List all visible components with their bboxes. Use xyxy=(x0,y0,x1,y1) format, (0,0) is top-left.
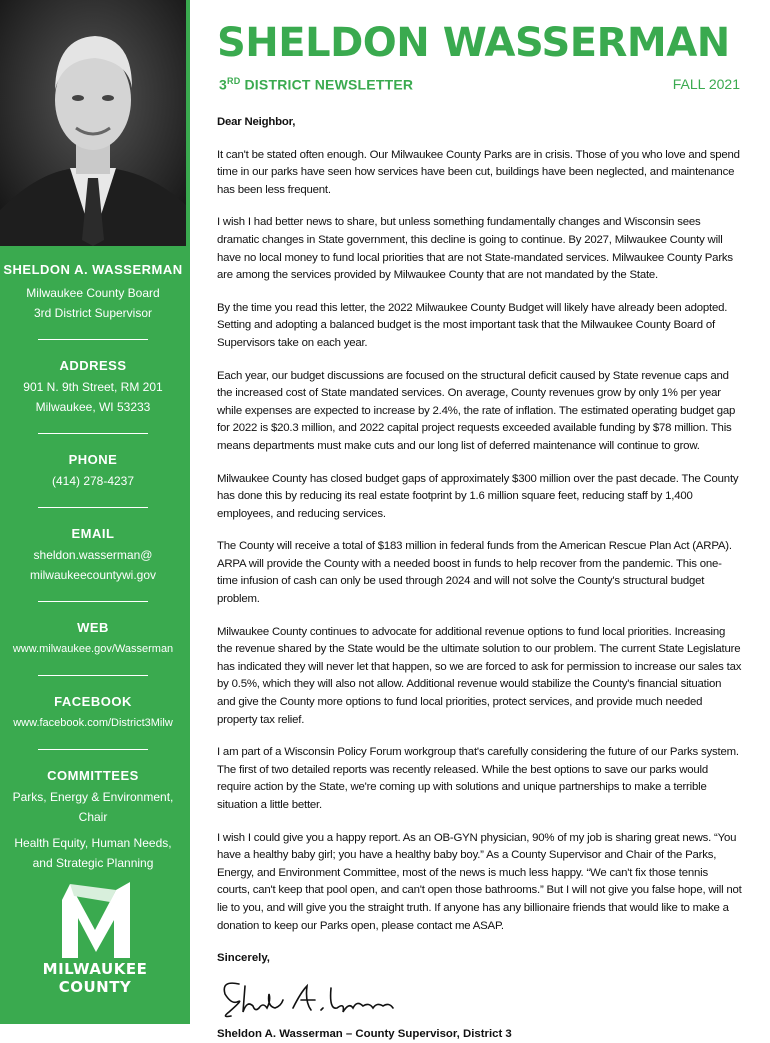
signatory-name: Sheldon A. Wasserman – County Supervisor, District 3 xyxy=(217,1027,512,1040)
logo-text-line1: MILWAUKEE xyxy=(42,960,148,978)
sidebar-contact-info xyxy=(0,262,186,873)
paragraph-9: I wish I could give you a happy report. As an OB-GYN physician, 90% of my job is sharing great news. “You have a healthy baby girl; you have a healthy baby boy.” As a County Supervisor and Chair of the Parks, Energy, and Environment Committee, most of the news is much less happy. “We can't fix those tennis courts, can't keep that pool open, and can't open those bathrooms.” But I will not give you false hope, will not lie to you, and will give you the straight truth. If anyone has any billionaire friends that would like to make a donation to keep our Parks open, please contact me ASAP. xyxy=(217,831,742,932)
paragraph-1: It can't be stated often enough. Our Milwaukee County Parks are in crisis. Those of you who love and spend time in our parks have seen how services have been cut, buildings have been neglected, and maintenance has been less frequent. xyxy=(217,148,740,196)
salutation: Dear Neighbor, xyxy=(217,116,296,128)
divider xyxy=(38,601,148,602)
phone-number[interactable]: (414) 278-4237 xyxy=(51,474,135,488)
address-line1: 901 N. 9th Street, RM 201 xyxy=(23,380,163,394)
district-number: 3 xyxy=(219,76,227,93)
district-suffix: RD xyxy=(227,76,241,86)
facebook-link[interactable]: www.facebook.com/District3Milw xyxy=(13,717,173,729)
paragraph-4: Each year, our budget discussions are focused on the structural deficit caused by State revenue caps and the increased cost of State mandated services. On average, County revenues grow by only 1% per year while expenses are expected to increase by 2.4%, the rate of inflation. The estimated operating budget gap for 2022 is $20.3 million, and 2022 capital project requests exceeded available funding by $78 million. This means departments must make cuts and our long list of deferred maintenance will continue to grow. xyxy=(217,369,736,452)
email-heading: EMAIL xyxy=(71,526,115,541)
milwaukee-county-logo xyxy=(20,880,170,1000)
paragraph-3: By the time you read this letter, the 2022 Milwaukee County Budget will likely have already been adopted. Setting and adopting a balanced budget is the most important task that the Milwaukee County Board of Supervisors take on each year. xyxy=(217,301,728,349)
phone-heading: PHONE xyxy=(68,452,118,467)
committee1-line1: Parks, Energy & Environment, xyxy=(12,790,174,804)
logo-text-line2: COUNTY xyxy=(58,978,132,996)
paragraph-2: I wish I had better news to share, but unless something fundamentally changes and Wisconsin sees dramatic changes in State government, this decline is going to continue. By 2027, Milwaukee County will have no local money to fund local priorities that are not State-mandated services. Milwaukee County Parks are among the services provided by Milwaukee County that are not mandated by the State. xyxy=(217,216,733,282)
paragraph-8: I am part of a Wisconsin Policy Forum workgroup that's carefully considering the future of our Parks system. The first of two detailed reports was recently released. While the best options to save our parks would require action by the State, we're coming up with solutions and unique partnerships to make a terrible situation a little better. xyxy=(217,746,739,811)
web-link[interactable]: www.milwaukee.gov/Wasserman xyxy=(12,643,174,655)
address-line2: Milwaukee, WI 53233 xyxy=(35,400,151,414)
paragraph-5: Milwaukee County has closed budget gaps of approximately $300 million over the past decade. The County has done this by reducing its real estate footprint by 1.6 million square feet, reducing staff by 1,400 employees, and reducing services. xyxy=(217,472,739,520)
divider xyxy=(38,749,148,750)
portrait-illustration xyxy=(0,0,186,246)
facebook-heading: FACEBOOK xyxy=(54,694,132,709)
email-line1[interactable]: sheldon.wasserman@ xyxy=(33,548,153,562)
committees-heading: COMMITTEES xyxy=(47,768,139,783)
portrait-photo xyxy=(0,0,186,246)
letter-body xyxy=(217,114,742,1043)
signature-icon xyxy=(217,972,417,1020)
web-heading: WEB xyxy=(77,620,109,635)
sidebar-role-line2: 3rd District Supervisor xyxy=(33,306,153,320)
committee1-line2: Chair xyxy=(78,810,108,824)
season-label: FALL 2021 xyxy=(672,76,740,92)
address-heading: ADDRESS xyxy=(59,358,127,373)
paragraph-7: Milwaukee County continues to advocate for additional revenue options to fund local priorities. Increasing the revenue shared by the State would be the ultimate solution to our problem. The current State Legislature has indicated they will never let that happen, so we are forced to ask for permission to increase our sales tax by 0.5%, which they will also not allow. Additional revenue would stabilize the County's financial situation and give the County more options to fund local priorities, protect services, and provide much needed property tax relief. xyxy=(217,625,742,726)
closing: Sincerely, xyxy=(217,952,270,965)
sidebar-role-line1: Milwaukee County Board xyxy=(26,286,160,300)
divider xyxy=(38,675,148,676)
committee2-line1: Health Equity, Human Needs, xyxy=(14,836,172,850)
divider xyxy=(38,339,148,340)
county-m-logo-icon xyxy=(20,880,170,958)
handwritten-signature xyxy=(217,972,742,1020)
sidebar-name: SHELDON A. WASSERMAN xyxy=(3,262,183,277)
divider xyxy=(38,507,148,508)
newsletter-title: SHELDON WASSERMAN xyxy=(217,20,730,66)
divider xyxy=(38,433,148,434)
email-line2[interactable]: milwaukeecountywi.gov xyxy=(29,568,157,582)
paragraph-6: The County will receive a total of $183 million in federal funds from the American Rescue Plan Act (ARPA). ARPA will provide the County with a needed boost in funds to help recover from the pandemic. This one-time infusion of cash can only be used through 2024 and will not solve the County's structural budget problem. xyxy=(217,540,732,606)
newsletter-label: DISTRICT NEWSLETTER xyxy=(244,76,414,93)
sidebar xyxy=(0,0,190,1024)
committee2-line2: and Strategic Planning xyxy=(32,856,154,870)
newsletter-subtitle xyxy=(219,76,413,93)
